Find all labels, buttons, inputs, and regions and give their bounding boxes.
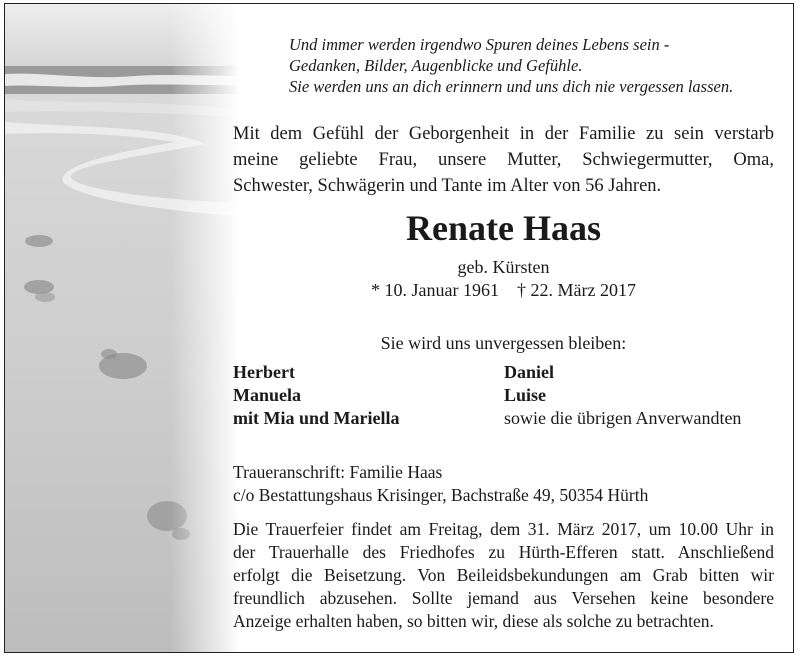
mourners-intro: Sie wird uns unvergessen bleiben: [380,333,627,353]
address-line: c/o Bestattungshaus Krisinger, Bachstraße 49, 50354 Hürth [233,485,649,505]
life-dates [233,279,774,301]
mourner-name: mit Mia und Mariella [233,408,400,428]
funeral-notice [233,518,774,633]
death-date: † 22. März 2017 [517,280,636,300]
address-line: Traueranschrift: Familie Haas [233,462,443,482]
notice-line: erfolgt die Beisetzung. Von Beileidsbekundungen am Grab bitten wir [233,565,774,585]
motto-line: Sie werden uns an dich erinnern und uns dich nie vergessen lassen. [289,77,734,96]
mourner-name: Luise [504,385,547,405]
motto-line: Gedanken, Bilder, Augenblicke und Gefühle. [289,56,583,75]
notice-line: freundlich abzusehen. Sollte jemand aus Versehen keine besondere [233,588,774,608]
obituary-notice [4,3,794,653]
notice-line: der Trauerhalle des Friedhofes zu Hürth-Efferen statt. Anschließend [233,542,774,562]
motto-line: Und immer werden irgendwo Spuren deines Lebens sein - [289,35,670,54]
motto [289,34,779,97]
notice-line: Die Trauerfeier findet am Freitag, dem 31. März 2017, um 10.00 Uhr in [233,519,774,539]
mourners-left [233,361,399,430]
notice-line: Anzeige erhalten haben, so bitten wir, diese als solche zu betrachten. [233,611,714,631]
intro-line: Schwester, Schwägerin und Tante im Alter von 56 Jahren. [233,176,662,196]
birth-date: * 10. Januar 1961 [371,280,499,300]
mourner-name: Herbert [233,362,295,382]
intro-line: meine geliebte Frau, unsere Mutter, Schwiegermutter, Oma, [233,150,774,170]
intro-text [233,121,774,199]
deceased-name: Renate Haas [406,208,601,248]
mourner-name: Manuela [233,385,302,405]
mourner-name: Daniel [504,362,555,382]
mourning-address [233,461,774,507]
mourners-right [504,361,741,430]
intro-line: Mit dem Gefühl der Geborgenheit in der Familie zu sein verstarb [233,124,774,144]
birth-name: geb. Kürsten [457,257,550,277]
mourner-relatives: sowie die übrigen Anverwandten [504,408,742,428]
